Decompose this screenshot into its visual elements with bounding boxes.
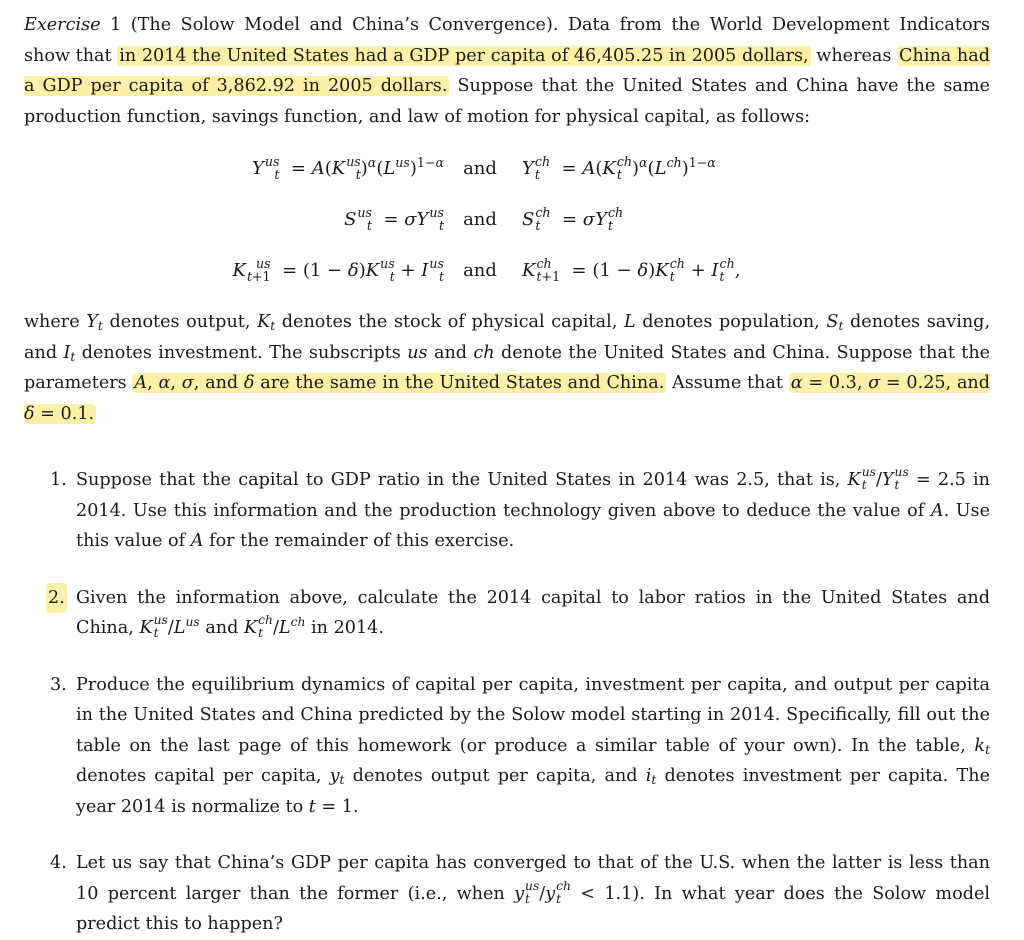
capital-motion-china: K ch t+1 = (1 − δ)K ch t + I ch t , [522,256,741,285]
question-number: 4. [50,853,67,873]
production-function-row [24,144,990,195]
exercise-number: 1 [110,15,122,35]
list-item: 3. Produce the equilibrium dynamics of capital per capita, investment per capita, and output per capita in the United States and China predicted by the Solow model starting in 2014. Specifically, fill out the table on the last page of this homework (or produce a similar table of your own). In the table, $k_t$ denotes capital per capita, $y_t$ denotes output per capita, and $i_t$ denotes investment per capita. The year 2014 is normalize to t = 1. [24,670,990,823]
capital-motion-row [24,246,990,297]
exercise-title: (The Solow Model and China’s Convergence). [130,15,559,35]
savings-function-row [24,195,990,246]
model-equations [24,144,990,297]
exercise-label: Exercise [24,15,101,35]
savings-function-china: S ch t = σY ch t [522,205,624,234]
highlight-us-gdp: in 2014 the United States had a GDP per capita of 46,405.25 in 2005 dollars, [119,45,809,66]
list-item: 4. Let us say that China’s GDP per capita has converged to that of the U.S. when the latter is less than 10 percent larger than the former (i.e., when y us t /y ch t < 1.1). In what year does the Solow model predict this to happen? [24,848,990,940]
equation-and: and [463,260,497,282]
highlight-parameter-values: α = 0.3, σ = 0.25, and δ = 0.1. [24,373,991,424]
exercise-intro: Exercise 1 (The Solow Model and China’s Convergence). Data from the World Development Indicators show that in 2014 the United States had a GDP per capita of 46,405.25 in 2005 dollars, whereas China had a GDP per capita of 3,862.92 in 2005 dollars. Suppose that the United States and China have the same production function, savings function, and law of motion for physical capital, as follows: [24,15,991,127]
exercise-page [24,10,990,940]
equation-and: and [463,158,497,180]
highlight-china-gdp: China had a GDP per capita of 3,862.92 in 2005 dollars. [24,45,990,96]
definitions-paragraph: where $Y_t$ denotes output, $K_t$ denotes the stock of physical capital, L denotes population, $S_t$ denotes saving, and $I_t$ denotes investment. The subscripts us and ch denote the United States and China. Suppose that the parameters A, α, σ, and δ are the same in the United States and China. Assume that α = 0.3, σ = 0.25, and δ = 0.1. [24,312,991,424]
list-item: 2. Given the information above, calculate the 2014 capital to labor ratios in the United States and China, K us t $/L^{us}$ and K ch t $/L^{ch}$ in 2014. [24,583,990,644]
production-function-us: Y us t = A(K us t )$^\alpha(L^{us})^{1-\alpha}$ [251,154,444,183]
highlight-parameters: A, α, σ, and δ are the same in the United States and China. [134,373,665,393]
question-list [24,465,990,940]
production-function-china: Y ch t = A(K ch t )$^\alpha(L^{ch})^{1-\alpha}$ [522,154,716,183]
question-number: 2. [46,583,67,614]
question-number: 1. [50,470,67,490]
capital-motion-us: K us t+1 = (1 − δ)K us t + I us t [232,256,444,285]
list-item: 1. Suppose that the capital to GDP ratio in the United States in 2014 was 2.5, that is, K us t /Y us t = 2.5 in 2014. Use this information and the production technology given above to deduce the value of A. Use this value of A for the remainder of this exercise. [50,465,991,551]
savings-function-us: S us t = σY us t [344,205,444,234]
equation-and: and [463,209,497,231]
question-number: 3. [50,674,67,695]
